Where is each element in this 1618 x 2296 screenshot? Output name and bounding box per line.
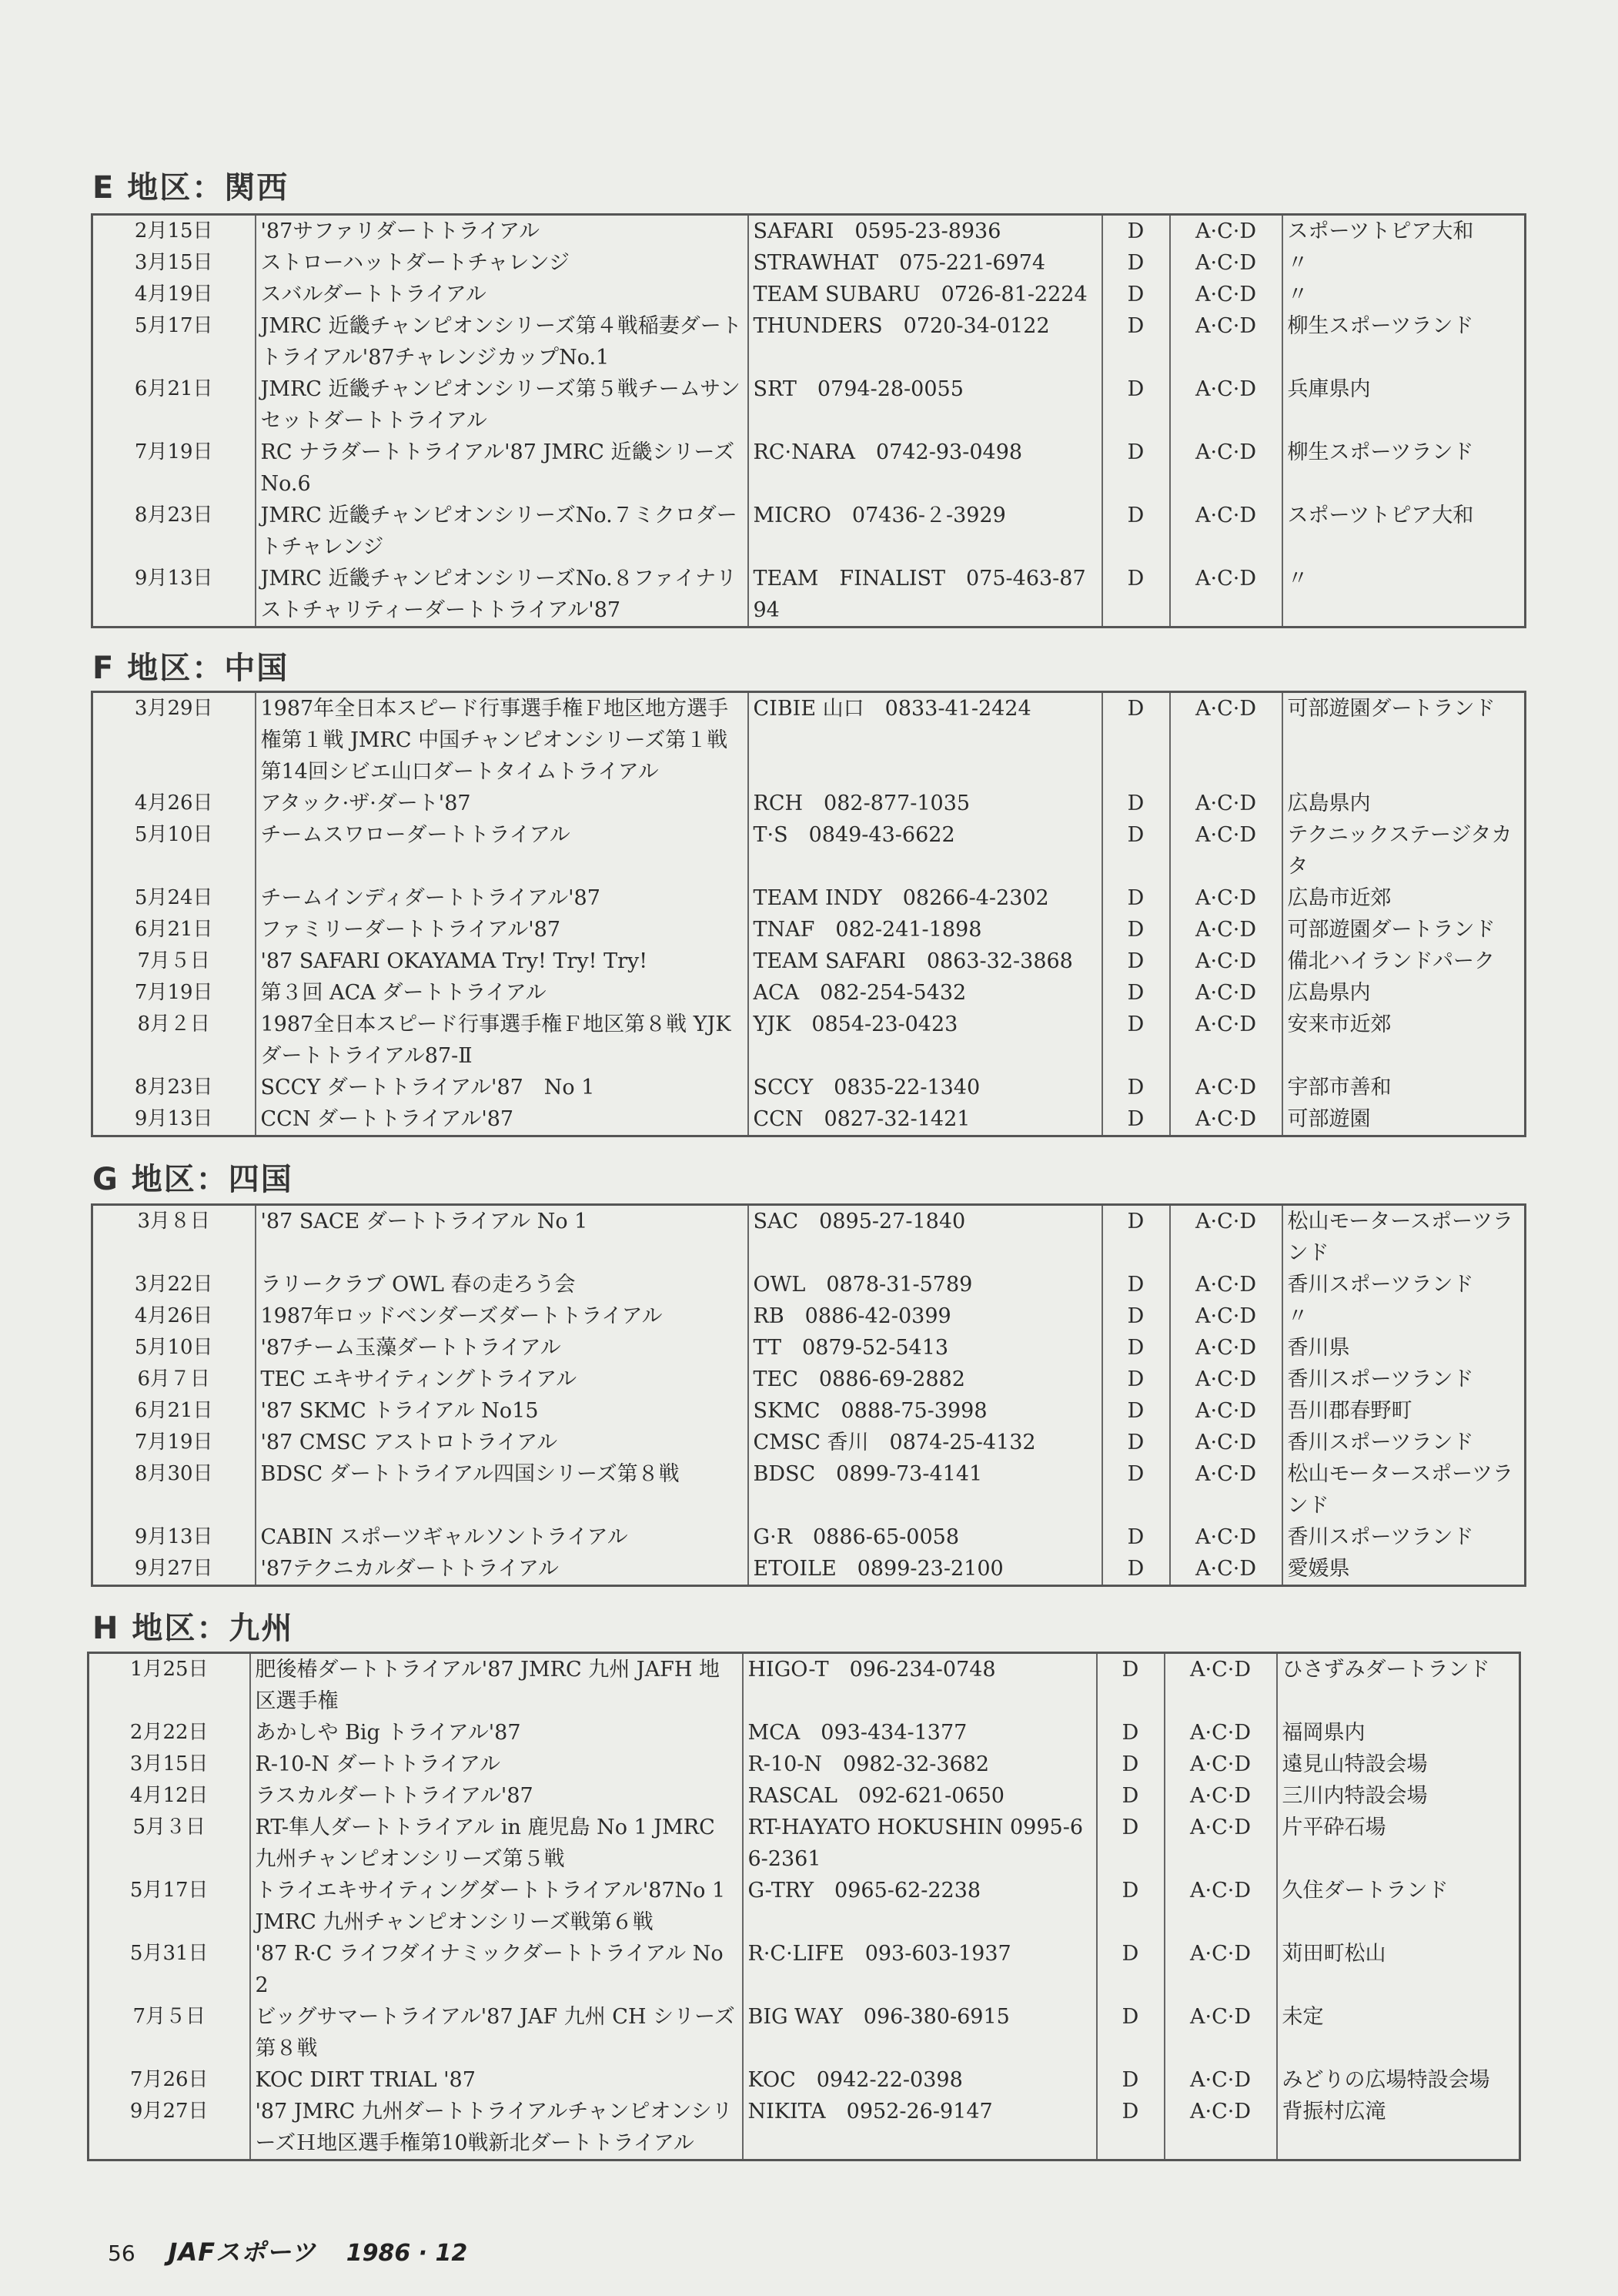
table-row bbox=[92, 788, 1526, 819]
event-category: A·C·D bbox=[1170, 788, 1282, 819]
organizer-contact: RT-HAYATO HOKUSHIN 0995-66-2361 bbox=[743, 1812, 1097, 1875]
table-row bbox=[89, 1717, 1520, 1749]
event-venue: 〃 bbox=[1287, 567, 1309, 591]
event-category: A·C·D bbox=[1170, 977, 1282, 1009]
organizer-contact: RCH 082-877-1035 bbox=[748, 788, 1102, 819]
table-row bbox=[92, 437, 1526, 500]
event-venue: 柳生スポーツランド bbox=[1287, 440, 1474, 464]
event-venue: 広島県内 bbox=[1287, 981, 1371, 1005]
event-class: D bbox=[1102, 1300, 1170, 1332]
event-category: A·C·D bbox=[1170, 247, 1282, 279]
event-date: 8月30日 bbox=[92, 1458, 256, 1521]
table-row bbox=[92, 977, 1526, 1009]
event-category: A·C·D bbox=[1170, 279, 1282, 310]
event-venue: 久住ダートランド bbox=[1282, 1879, 1449, 1903]
event-name: TEC エキサイティングトライアル bbox=[256, 1364, 748, 1395]
event-category: A·C·D bbox=[1170, 1269, 1282, 1300]
event-date: 3月29日 bbox=[92, 692, 256, 788]
organizer-contact: G-TRY 0965-62-2238 bbox=[743, 1875, 1097, 1938]
event-date: 1月25日 bbox=[89, 1653, 250, 1718]
event-class: D bbox=[1102, 914, 1170, 946]
table-row bbox=[92, 1205, 1526, 1270]
event-category: A·C·D bbox=[1170, 1300, 1282, 1332]
event-date: 7月19日 bbox=[92, 1427, 256, 1458]
event-class: D bbox=[1097, 1749, 1165, 1780]
organizer-contact: TT 0879-52-5413 bbox=[748, 1332, 1102, 1364]
table-row bbox=[92, 1427, 1526, 1458]
event-date: 3月15日 bbox=[92, 247, 256, 279]
event-category: A·C·D bbox=[1165, 1653, 1277, 1718]
table-row bbox=[92, 563, 1526, 628]
event-class: D bbox=[1102, 1395, 1170, 1427]
event-class: D bbox=[1102, 1009, 1170, 1072]
organizer-contact: R·C·LIFE 093-603-1937 bbox=[743, 1938, 1097, 2001]
event-date: 5月10日 bbox=[92, 1332, 256, 1364]
event-class: D bbox=[1097, 1717, 1165, 1749]
table-row bbox=[92, 1364, 1526, 1395]
table-row bbox=[92, 1521, 1526, 1553]
event-venue: 柳生スポーツランド bbox=[1287, 314, 1474, 338]
organizer-contact: SRT 0794-28-0055 bbox=[748, 373, 1102, 437]
event-date: 8月23日 bbox=[92, 500, 256, 563]
event-category: A·C·D bbox=[1165, 1780, 1277, 1812]
event-table-f bbox=[91, 691, 1526, 1137]
event-class: D bbox=[1102, 373, 1170, 437]
organizer-contact: CCN 0827-32-1421 bbox=[748, 1103, 1102, 1136]
event-name: '87 SAFARI OKAYAMA Try! Try! Try! bbox=[256, 946, 748, 977]
event-date: 4月26日 bbox=[92, 788, 256, 819]
event-date: 5月３日 bbox=[89, 1812, 250, 1875]
organizer-contact: MICRO 07436-２-3929 bbox=[748, 500, 1102, 563]
event-date: 9月27日 bbox=[92, 1553, 256, 1586]
event-class: D bbox=[1102, 1205, 1170, 1270]
event-name: アタック·ザ·ダート'87 bbox=[256, 788, 748, 819]
event-venue: スポーツトピア大和 bbox=[1287, 219, 1474, 243]
table-row bbox=[92, 914, 1526, 946]
organizer-contact: THUNDERS 0720-34-0122 bbox=[748, 310, 1102, 373]
event-name: '87 SACE ダートトライアル No 1 bbox=[256, 1205, 748, 1270]
event-venue: 香川スポーツランド bbox=[1287, 1367, 1474, 1391]
event-name: 肥後椿ダートトライアル'87 JMRC 九州 JAFH 地区選手権 bbox=[250, 1653, 743, 1718]
event-category: A·C·D bbox=[1170, 437, 1282, 500]
event-name: JMRC 近畿チャンピオンシリーズ第４戦稲妻ダートトライアル'87チャレンジカップNo.1 bbox=[256, 310, 748, 373]
event-name: '87 JMRC 九州ダートトライアルチャンピオンシリーズＨ地区選手権第10戦新北ダートトライアル bbox=[250, 2096, 743, 2160]
event-venue: 兵庫県内 bbox=[1287, 377, 1371, 401]
event-name: CABIN スポーツギャルソントライアル bbox=[256, 1521, 748, 1553]
event-venue: スポーツトピア大和 bbox=[1287, 504, 1474, 527]
issue-date: 1986 · 12 bbox=[346, 2240, 468, 2267]
event-date: 5月17日 bbox=[89, 1875, 250, 1938]
event-name: '87サファリダートトライアル bbox=[256, 215, 748, 248]
event-category: A·C·D bbox=[1165, 1749, 1277, 1780]
table-row bbox=[89, 1780, 1520, 1812]
page-footer bbox=[108, 2233, 467, 2268]
event-category: A·C·D bbox=[1170, 1553, 1282, 1586]
event-name: ラリークラブ OWL 春の走ろう会 bbox=[256, 1269, 748, 1300]
event-venue: 松山モータースポーツランド bbox=[1287, 1210, 1513, 1265]
event-category: A·C·D bbox=[1165, 2096, 1277, 2160]
event-name: 1987年全日本スピード行事選手権Ｆ地区地方選手権第１戦 JMRC 中国チャンピオンシリーズ第１戦第14回シビエ山口ダートタイムトライアル bbox=[256, 692, 748, 788]
event-name: ストローハットダートチャレンジ bbox=[256, 247, 748, 279]
event-class: D bbox=[1097, 1653, 1165, 1718]
magazine-logo: JAFスポーツ bbox=[168, 2237, 316, 2267]
event-category: A·C·D bbox=[1170, 1364, 1282, 1395]
event-class: D bbox=[1102, 1103, 1170, 1136]
event-date: 7月19日 bbox=[92, 977, 256, 1009]
event-venue: 愛媛県 bbox=[1287, 1557, 1350, 1581]
organizer-contact: RASCAL 092-621-0650 bbox=[743, 1780, 1097, 1812]
table-row bbox=[92, 882, 1526, 914]
event-date: 3月15日 bbox=[89, 1749, 250, 1780]
event-venue: 安来市近郊 bbox=[1287, 1012, 1392, 1036]
event-name: JMRC 近畿チャンピオンシリーズNo.７ミクロダートチャレンジ bbox=[256, 500, 748, 563]
event-venue: 背振村広滝 bbox=[1282, 2100, 1386, 2124]
event-class: D bbox=[1102, 1553, 1170, 1586]
organizer-contact: G·R 0886-65-0058 bbox=[748, 1521, 1102, 1553]
event-date: 7月５日 bbox=[92, 946, 256, 977]
table-row bbox=[92, 373, 1526, 437]
event-date: 4月26日 bbox=[92, 1300, 256, 1332]
event-date: 8月２日 bbox=[92, 1009, 256, 1072]
event-category: A·C·D bbox=[1165, 1875, 1277, 1938]
event-category: A·C·D bbox=[1170, 373, 1282, 437]
event-category: A·C·D bbox=[1165, 2001, 1277, 2064]
event-date: 5月24日 bbox=[92, 882, 256, 914]
table-row bbox=[92, 247, 1526, 279]
event-class: D bbox=[1102, 1427, 1170, 1458]
event-name: スバルダートトライアル bbox=[256, 279, 748, 310]
event-class: D bbox=[1102, 215, 1170, 248]
event-date: 6月21日 bbox=[92, 914, 256, 946]
event-date: 7月19日 bbox=[92, 437, 256, 500]
event-category: A·C·D bbox=[1170, 1205, 1282, 1270]
organizer-contact: TEC 0886-69-2882 bbox=[748, 1364, 1102, 1395]
table-row bbox=[92, 819, 1526, 882]
event-venue: 広島市近郊 bbox=[1287, 886, 1392, 910]
event-date: 5月31日 bbox=[89, 1938, 250, 2001]
event-class: D bbox=[1102, 279, 1170, 310]
table-row bbox=[92, 1553, 1526, 1586]
table-row bbox=[92, 1395, 1526, 1427]
event-class: D bbox=[1102, 977, 1170, 1009]
event-category: A·C·D bbox=[1170, 819, 1282, 882]
organizer-contact: SCCY 0835-22-1340 bbox=[748, 1072, 1102, 1103]
event-venue: 可部遊園 bbox=[1287, 1107, 1371, 1131]
event-class: D bbox=[1097, 1875, 1165, 1938]
table-row bbox=[92, 1009, 1526, 1072]
event-venue: 未定 bbox=[1282, 2005, 1324, 2029]
event-class: D bbox=[1102, 1269, 1170, 1300]
event-date: 5月10日 bbox=[92, 819, 256, 882]
event-name: チームインディダートトライアル'87 bbox=[256, 882, 748, 914]
event-date: 6月21日 bbox=[92, 373, 256, 437]
event-class: D bbox=[1102, 563, 1170, 628]
organizer-contact: ACA 082-254-5432 bbox=[748, 977, 1102, 1009]
organizer-contact: ETOILE 0899-23-2100 bbox=[748, 1553, 1102, 1586]
event-class: D bbox=[1102, 437, 1170, 500]
event-venue: 〃 bbox=[1287, 1304, 1309, 1328]
table-row bbox=[89, 1653, 1520, 1718]
event-category: A·C·D bbox=[1170, 1332, 1282, 1364]
event-name: '87 CMSC アストロトライアル bbox=[256, 1427, 748, 1458]
organizer-contact: RC·NARA 0742-93-0498 bbox=[748, 437, 1102, 500]
event-name: SCCY ダートトライアル'87 No 1 bbox=[256, 1072, 748, 1103]
organizer-contact: RB 0886-42-0399 bbox=[748, 1300, 1102, 1332]
table-row bbox=[89, 2096, 1520, 2160]
event-class: D bbox=[1102, 946, 1170, 977]
event-table-h bbox=[87, 1652, 1521, 2161]
event-venue: 香川スポーツランド bbox=[1287, 1273, 1474, 1297]
event-category: A·C·D bbox=[1170, 946, 1282, 977]
table-row bbox=[92, 310, 1526, 373]
event-category: A·C·D bbox=[1165, 1812, 1277, 1875]
event-category: A·C·D bbox=[1170, 914, 1282, 946]
event-class: D bbox=[1102, 1521, 1170, 1553]
event-class: D bbox=[1102, 692, 1170, 788]
table-row bbox=[92, 1103, 1526, 1136]
organizer-contact: HIGO-T 096-234-0748 bbox=[743, 1653, 1097, 1718]
event-class: D bbox=[1097, 2064, 1165, 2096]
event-venue: 香川県 bbox=[1287, 1336, 1350, 1360]
event-date: 9月13日 bbox=[92, 563, 256, 628]
event-date: 7月５日 bbox=[89, 2001, 250, 2064]
event-venue: 吾川郡春野町 bbox=[1287, 1399, 1412, 1423]
region-title-h: H 地区：九州 bbox=[92, 1611, 294, 1646]
event-venue: テクニックステージタカタ bbox=[1287, 823, 1513, 879]
event-name: '87チーム玉藻ダートトライアル bbox=[256, 1332, 748, 1364]
organizer-contact: SAFARI 0595-23-8936 bbox=[748, 215, 1102, 248]
event-name: '87テクニカルダートトライアル bbox=[256, 1553, 748, 1586]
event-category: A·C·D bbox=[1170, 882, 1282, 914]
event-name: チームスワローダートトライアル bbox=[256, 819, 748, 882]
table-row bbox=[92, 946, 1526, 977]
event-name: ファミリーダートトライアル'87 bbox=[256, 914, 748, 946]
event-category: A·C·D bbox=[1170, 1009, 1282, 1072]
event-date: 3月８日 bbox=[92, 1205, 256, 1270]
organizer-contact: OWL 0878-31-5789 bbox=[748, 1269, 1102, 1300]
organizer-contact: CIBIE 山口 0833-41-2424 bbox=[748, 692, 1102, 788]
table-row bbox=[92, 692, 1526, 788]
event-class: D bbox=[1102, 1458, 1170, 1521]
event-name: 第３回 ACA ダートトライアル bbox=[256, 977, 748, 1009]
event-name: ラスカルダートトライアル'87 bbox=[250, 1780, 743, 1812]
table-row bbox=[92, 1458, 1526, 1521]
event-table-g bbox=[91, 1203, 1526, 1587]
event-category: A·C·D bbox=[1170, 563, 1282, 628]
event-date: 3月22日 bbox=[92, 1269, 256, 1300]
organizer-contact: TNAF 082-241-1898 bbox=[748, 914, 1102, 946]
event-date: 6月７日 bbox=[92, 1364, 256, 1395]
event-category: A·C·D bbox=[1170, 1103, 1282, 1136]
organizer-contact: R-10-N 0982-32-3682 bbox=[743, 1749, 1097, 1780]
event-class: D bbox=[1097, 1780, 1165, 1812]
table-row bbox=[89, 1875, 1520, 1938]
event-class: D bbox=[1102, 247, 1170, 279]
event-class: D bbox=[1102, 819, 1170, 882]
organizer-contact: YJK 0854-23-0423 bbox=[748, 1009, 1102, 1072]
event-venue: 松山モータースポーツランド bbox=[1287, 1462, 1513, 1518]
event-name: KOC DIRT TRIAL '87 bbox=[250, 2064, 743, 2096]
table-row bbox=[92, 1300, 1526, 1332]
region-title-f: F 地区：中国 bbox=[92, 651, 289, 686]
event-venue: 〃 bbox=[1287, 251, 1309, 275]
page-number: 56 bbox=[108, 2241, 135, 2266]
organizer-contact: NIKITA 0952-26-9147 bbox=[743, 2096, 1097, 2160]
table-row bbox=[92, 1072, 1526, 1103]
region-title-g: G 地区：四国 bbox=[92, 1162, 293, 1197]
organizer-contact: KOC 0942-22-0398 bbox=[743, 2064, 1097, 2096]
event-name: ビッグサマートライアル'87 JAF 九州 CH シリーズ第８戦 bbox=[250, 2001, 743, 2064]
event-venue: 香川スポーツランド bbox=[1287, 1525, 1474, 1549]
table-row bbox=[92, 279, 1526, 310]
event-category: A·C·D bbox=[1170, 500, 1282, 563]
event-class: D bbox=[1097, 2001, 1165, 2064]
event-category: A·C·D bbox=[1170, 1521, 1282, 1553]
event-date: 6月21日 bbox=[92, 1395, 256, 1427]
event-name: '87 SKMC トライアル No15 bbox=[256, 1395, 748, 1427]
organizer-contact: CMSC 香川 0874-25-4132 bbox=[748, 1427, 1102, 1458]
event-venue: 可部遊園ダートランド bbox=[1287, 918, 1496, 942]
event-category: A·C·D bbox=[1170, 310, 1282, 373]
event-venue: 備北ハイランドパーク bbox=[1287, 949, 1495, 973]
event-table-e bbox=[91, 213, 1526, 628]
event-date: 9月27日 bbox=[89, 2096, 250, 2160]
organizer-contact: STRAWHAT 075-221-6974 bbox=[748, 247, 1102, 279]
event-date: 7月26日 bbox=[89, 2064, 250, 2096]
event-venue: みどりの広場特設会場 bbox=[1282, 2068, 1490, 2092]
event-category: A·C·D bbox=[1170, 1072, 1282, 1103]
event-venue: 可部遊園ダートランド bbox=[1287, 697, 1496, 721]
event-name: あかしや Big トライアル'87 bbox=[250, 1717, 743, 1749]
event-class: D bbox=[1102, 1072, 1170, 1103]
organizer-contact: SAC 0895-27-1840 bbox=[748, 1205, 1102, 1270]
event-name: BDSC ダートトライアル四国シリーズ第８戦 bbox=[256, 1458, 748, 1521]
event-venue: 遠見山特設会場 bbox=[1282, 1752, 1428, 1776]
event-class: D bbox=[1097, 2096, 1165, 2160]
event-class: D bbox=[1102, 788, 1170, 819]
table-row bbox=[92, 1332, 1526, 1364]
table-row bbox=[89, 1749, 1520, 1780]
event-venue: 広島県内 bbox=[1287, 792, 1371, 815]
event-name: 1987全日本スピード行事選手権Ｆ地区第８戦 YJK ダートトライアル87-Ⅱ bbox=[256, 1009, 748, 1072]
event-venue: ひさずみダートランド bbox=[1282, 1658, 1490, 1682]
table-row bbox=[92, 1269, 1526, 1300]
event-name: R-10-N ダートトライアル bbox=[250, 1749, 743, 1780]
event-name: 1987年ロッドベンダーズダートトライアル bbox=[256, 1300, 748, 1332]
table-row bbox=[92, 215, 1526, 248]
table-row bbox=[92, 500, 1526, 563]
event-category: A·C·D bbox=[1170, 1458, 1282, 1521]
event-date: 4月12日 bbox=[89, 1780, 250, 1812]
event-class: D bbox=[1102, 500, 1170, 563]
event-category: A·C·D bbox=[1170, 215, 1282, 248]
event-category: A·C·D bbox=[1170, 1395, 1282, 1427]
event-name: RT-隼人ダートトライアル in 鹿児島 No 1 JMRC 九州チャンピオンシリーズ第５戦 bbox=[250, 1812, 743, 1875]
event-category: A·C·D bbox=[1170, 1427, 1282, 1458]
table-row bbox=[89, 2064, 1520, 2096]
table-row bbox=[89, 2001, 1520, 2064]
event-category: A·C·D bbox=[1165, 1938, 1277, 2001]
event-category: A·C·D bbox=[1165, 2064, 1277, 2096]
event-name: JMRC 近畿チャンピオンシリーズ第５戦チームサンセットダートトライアル bbox=[256, 373, 748, 437]
table-row bbox=[89, 1812, 1520, 1875]
organizer-contact: TEAM FINALIST 075-463-8794 bbox=[748, 563, 1102, 628]
event-date: 2月15日 bbox=[92, 215, 256, 248]
organizer-contact: SKMC 0888-75-3998 bbox=[748, 1395, 1102, 1427]
event-venue: 苅田町松山 bbox=[1282, 1942, 1386, 1966]
event-date: 9月13日 bbox=[92, 1521, 256, 1553]
event-date: 4月19日 bbox=[92, 279, 256, 310]
event-date: 9月13日 bbox=[92, 1103, 256, 1136]
event-date: 5月17日 bbox=[92, 310, 256, 373]
event-class: D bbox=[1102, 882, 1170, 914]
table-row bbox=[89, 1938, 1520, 2001]
event-class: D bbox=[1102, 1364, 1170, 1395]
event-category: A·C·D bbox=[1170, 692, 1282, 788]
event-class: D bbox=[1097, 1812, 1165, 1875]
event-venue: 片平砕石場 bbox=[1282, 1816, 1386, 1839]
organizer-contact: BDSC 0899-73-4141 bbox=[748, 1458, 1102, 1521]
event-venue: 福岡県内 bbox=[1282, 1721, 1366, 1745]
event-date: 2月22日 bbox=[89, 1717, 250, 1749]
organizer-contact: BIG WAY 096-380-6915 bbox=[743, 2001, 1097, 2064]
organizer-contact: TEAM SAFARI 0863-32-3868 bbox=[748, 946, 1102, 977]
event-name: '87 R·C ライフダイナミックダートトライアル No 2 bbox=[250, 1938, 743, 2001]
organizer-contact: TEAM INDY 08266-4-2302 bbox=[748, 882, 1102, 914]
region-title-e: E 地区：関西 bbox=[92, 170, 289, 206]
organizer-contact: MCA 093-434-1377 bbox=[743, 1717, 1097, 1749]
event-venue: 香川スポーツランド bbox=[1287, 1431, 1474, 1454]
event-name: トライエキサイティングダートトライアル'87No 1 JMRC 九州チャンピオンシリーズ戦第６戦 bbox=[250, 1875, 743, 1938]
event-venue: 宇部市善和 bbox=[1287, 1076, 1392, 1099]
event-name: CCN ダートトライアル'87 bbox=[256, 1103, 748, 1136]
event-name: JMRC 近畿チャンピオンシリーズNo.８ファイナリストチャリティーダートトライアル'87 bbox=[256, 563, 748, 628]
event-class: D bbox=[1102, 310, 1170, 373]
event-venue: 三川内特設会場 bbox=[1282, 1784, 1428, 1808]
event-class: D bbox=[1102, 1332, 1170, 1364]
event-venue: 〃 bbox=[1287, 283, 1309, 306]
event-class: D bbox=[1097, 1938, 1165, 2001]
organizer-contact: TEAM SUBARU 0726-81-2224 bbox=[748, 279, 1102, 310]
event-date: 8月23日 bbox=[92, 1072, 256, 1103]
event-category: A·C·D bbox=[1165, 1717, 1277, 1749]
organizer-contact: T·S 0849-43-6622 bbox=[748, 819, 1102, 882]
event-name: RC ナラダートトライアル'87 JMRC 近畿シリーズNo.6 bbox=[256, 437, 748, 500]
